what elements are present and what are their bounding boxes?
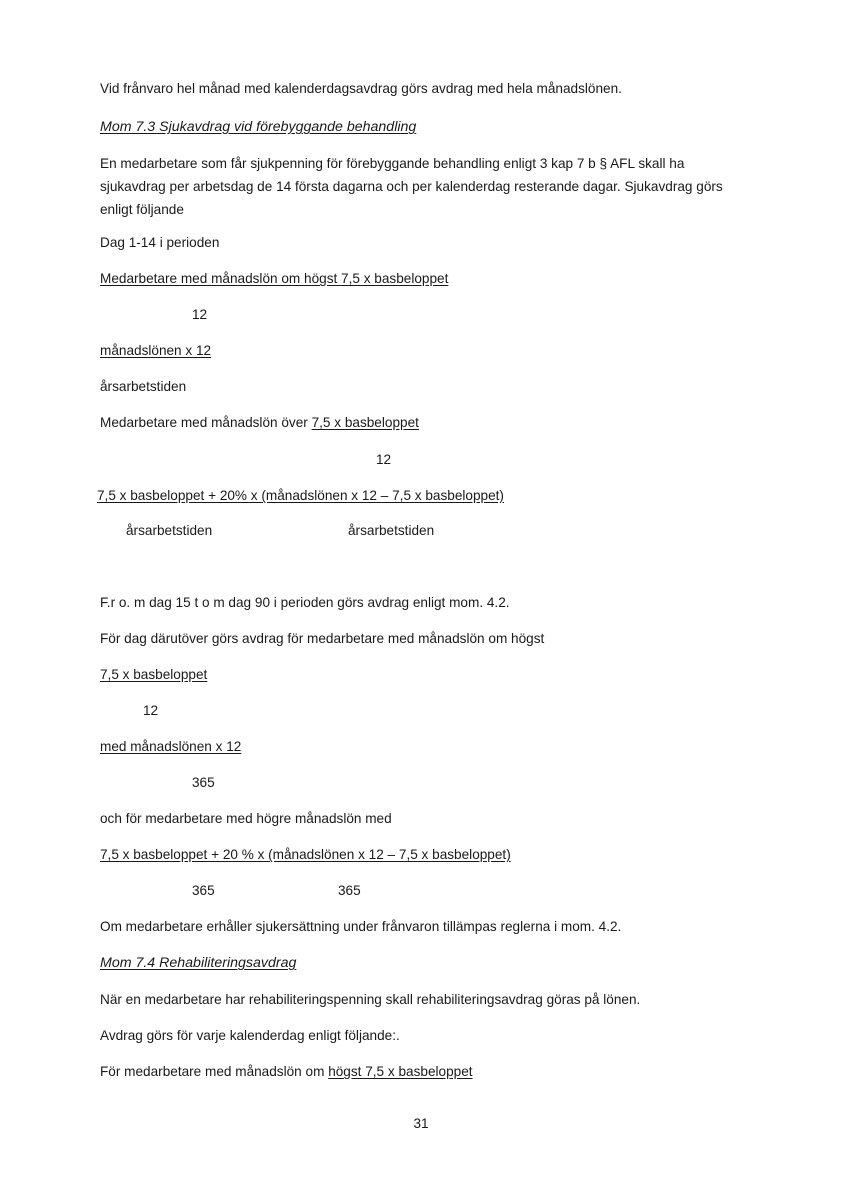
beyond-low-numerator-2: med månadslönen x 12 [100, 739, 242, 754]
beyond-intro-text: För dag därutöver görs avdrag för medarbetare med månadslön om högst [100, 631, 545, 646]
period-label: Dag 1-14 i perioden [100, 235, 220, 250]
sickness-compensation-text: Om medarbetare erhåller sjukersättning under frånvaron tillämpas reglerna i mom. 4.2. [100, 919, 622, 934]
high-salary-label-underlined: 7,5 x basbeloppet [311, 415, 419, 430]
intro-text: Vid frånvaro hel månad med kalenderdagsavdrag görs avdrag med hela månadslönen. [100, 81, 622, 96]
low-salary-denominator-2: årsarbetstiden [100, 379, 187, 394]
section-7-3-heading: Mom 7.3 Sjukavdrag vid förebyggande behandling [100, 119, 417, 135]
section-7-4-paragraph-2: Avdrag görs för varje kalenderdag enligt följande:. [100, 1028, 400, 1043]
section-7-4-heading: Mom 7.4 Rehabiliteringsavdrag [100, 955, 297, 971]
high-salary-label [100, 412, 419, 434]
high-salary-formula: 7,5 x basbeloppet + 20% x (månadslönen x 12 – 7,5 x basbeloppet) [97, 488, 504, 503]
last-line-underlined: högst 7,5 x basbeloppet [328, 1064, 473, 1079]
section-7-3-paragraph: En medarbetare som får sjukpenning för förebyggande behandling enligt 3 kap 7 b § AFL skall ha sjukavdrag per arbetsdag de 14 första dagarna och per kalenderdag resterande dagar. Sjukavdrag görs enligt följande [100, 156, 723, 217]
high-salary-denominator-12: 12 [376, 452, 392, 467]
beyond-low-numerator: 7,5 x basbeloppet [100, 667, 208, 682]
low-salary-numerator: Medarbetare med månadslön om högst 7,5 x basbeloppet [100, 271, 449, 286]
high-salary-label-prefix: Medarbetare med månadslön över [100, 415, 312, 430]
section-7-4-last-line [100, 1061, 473, 1083]
beyond-low-denominator-2: 365 [192, 775, 215, 790]
last-line-prefix: För medarbetare med månadslön om [100, 1064, 329, 1079]
high-salary-denominator-a: årsarbetstiden [126, 523, 213, 538]
section-7-4-paragraph-1: När en medarbetare har rehabiliteringspenning skall rehabiliteringsavdrag göras på lönen. [100, 992, 641, 1007]
low-salary-numerator-2: månadslönen x 12 [100, 343, 212, 358]
high-salary-denominator-b: årsarbetstiden [348, 523, 435, 538]
beyond-high-denominator-b: 365 [338, 883, 361, 898]
page-number: 31 [413, 1115, 429, 1131]
days-15-90-text: F.r o. m dag 15 t o m dag 90 i perioden görs avdrag enligt mom. 4.2. [100, 595, 510, 610]
low-salary-denominator: 12 [192, 307, 208, 322]
beyond-high-formula: 7,5 x basbeloppet + 20 % x (månadslönen x 12 – 7,5 x basbeloppet) [100, 847, 511, 862]
beyond-high-denominator-a: 365 [192, 883, 215, 898]
beyond-low-denominator: 12 [143, 703, 159, 718]
beyond-high-intro-text: och för medarbetare med högre månadslön med [100, 811, 392, 826]
